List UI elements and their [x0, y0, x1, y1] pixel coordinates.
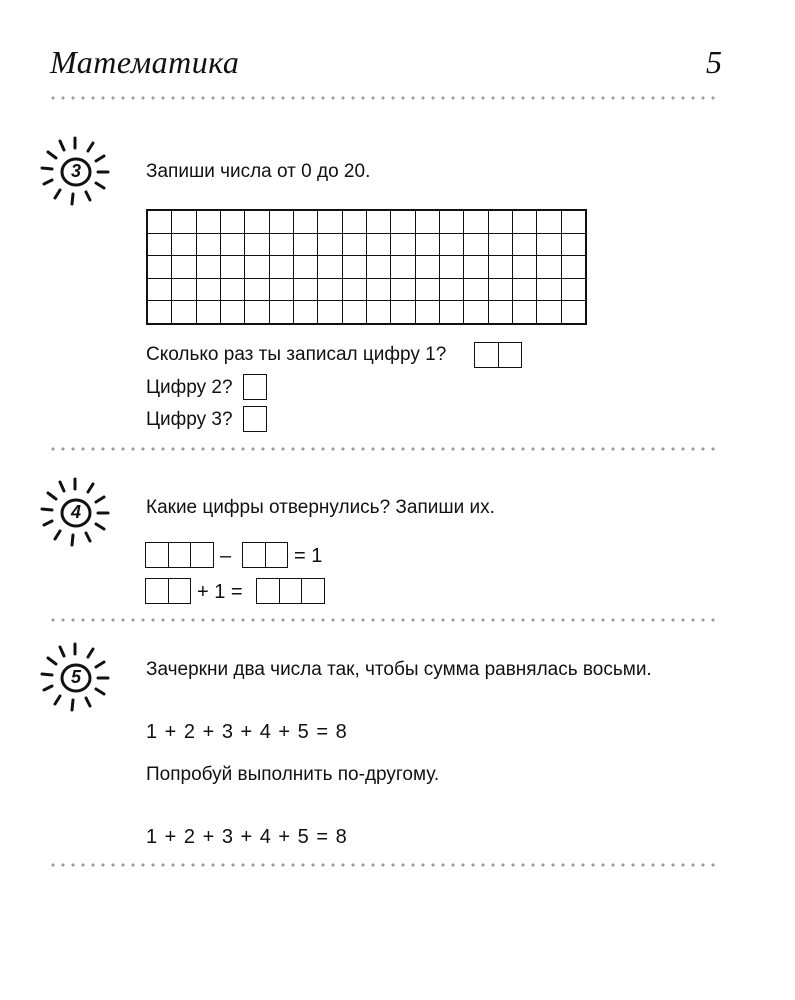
subject-title: Математика — [50, 44, 240, 80]
grid-cell[interactable] — [244, 278, 269, 302]
grid-cell[interactable] — [171, 300, 196, 324]
grid-cell[interactable] — [536, 255, 561, 279]
grid-cell[interactable] — [269, 255, 294, 279]
equation-result: = 1 — [294, 545, 323, 567]
grid-cell[interactable] — [342, 233, 367, 257]
grid-cell[interactable] — [439, 233, 464, 257]
grid-cell[interactable] — [220, 233, 245, 257]
grid-cell[interactable] — [512, 300, 537, 324]
task-4-badge — [38, 475, 112, 554]
grid-cell[interactable] — [196, 255, 221, 279]
grid-cell[interactable] — [390, 300, 415, 324]
grid-cell[interactable] — [536, 233, 561, 257]
grid-cell[interactable] — [366, 300, 391, 324]
grid-cell[interactable] — [342, 255, 367, 279]
grid-cell[interactable] — [244, 210, 269, 234]
hidden-number-box-2-digit[interactable] — [242, 542, 288, 568]
hidden-number-box-3-digit[interactable] — [256, 578, 325, 604]
grid-cell[interactable] — [439, 300, 464, 324]
grid-cell[interactable] — [317, 300, 342, 324]
grid-cell[interactable] — [488, 210, 513, 234]
question-digit-3: Цифру 3? — [146, 409, 233, 430]
grid-cell[interactable] — [512, 210, 537, 234]
answer-box-digit-1[interactable] — [474, 342, 522, 368]
expression-1[interactable]: 1 + 2 + 3 + 4 + 5 = 8 — [146, 721, 347, 743]
task-3-instruction: Запиши числа от 0 до 20. — [146, 161, 371, 182]
dotted-divider — [48, 96, 720, 100]
grid-cell[interactable] — [220, 255, 245, 279]
task-5-instruction: Зачеркни два числа так, чтобы сумма равнялась восьми. — [146, 659, 652, 680]
grid-cell[interactable] — [317, 255, 342, 279]
grid-cell[interactable] — [439, 278, 464, 302]
grid-cell[interactable] — [488, 300, 513, 324]
grid-cell[interactable] — [342, 210, 367, 234]
task-5-badge — [38, 640, 112, 719]
grid-cell[interactable] — [415, 233, 440, 257]
task-4-instruction: Какие цифры отвернулись? Запиши их. — [146, 497, 495, 518]
dotted-divider — [48, 447, 720, 451]
grid-cell[interactable] — [244, 233, 269, 257]
grid-cell[interactable] — [293, 300, 318, 324]
grid-cell[interactable] — [463, 255, 488, 279]
grid-cell[interactable] — [244, 255, 269, 279]
grid-cell[interactable] — [147, 300, 172, 324]
task-3-badge — [38, 134, 112, 213]
grid-cell[interactable] — [536, 300, 561, 324]
question-digit-1: Сколько раз ты записал цифру 1? — [146, 344, 447, 365]
grid-cell[interactable] — [342, 300, 367, 324]
grid-cell[interactable] — [439, 255, 464, 279]
grid-cell[interactable] — [463, 300, 488, 324]
grid-cell[interactable] — [366, 255, 391, 279]
grid-cell[interactable] — [171, 210, 196, 234]
grid-cell[interactable] — [488, 278, 513, 302]
dotted-divider — [48, 863, 720, 867]
grid-cell[interactable] — [171, 255, 196, 279]
grid-cell[interactable] — [317, 210, 342, 234]
grid-cell[interactable] — [463, 233, 488, 257]
grid-cell[interactable] — [536, 278, 561, 302]
grid-cell[interactable] — [196, 300, 221, 324]
grid-cell[interactable] — [488, 255, 513, 279]
grid-cell[interactable] — [147, 255, 172, 279]
grid-cell[interactable] — [196, 278, 221, 302]
grid-cell[interactable] — [390, 278, 415, 302]
hidden-number-box-3-digit[interactable] — [145, 542, 214, 568]
grid-cell[interactable] — [244, 300, 269, 324]
grid-cell[interactable] — [463, 278, 488, 302]
grid-cell[interactable] — [293, 233, 318, 257]
grid-cell[interactable] — [366, 210, 391, 234]
grid-cell[interactable] — [196, 210, 221, 234]
retry-prompt: Попробуй выполнить по-другому. — [146, 764, 440, 785]
grid-cell[interactable] — [220, 210, 245, 234]
grid-cell[interactable] — [415, 300, 440, 324]
grid-cell[interactable] — [390, 233, 415, 257]
grid-cell[interactable] — [269, 210, 294, 234]
grid-cell[interactable] — [390, 255, 415, 279]
grid-cell[interactable] — [317, 233, 342, 257]
expression-2[interactable]: 1 + 2 + 3 + 4 + 5 = 8 — [146, 826, 347, 848]
grid-cell[interactable] — [561, 255, 586, 279]
grid-cell[interactable] — [171, 278, 196, 302]
writing-grid[interactable] — [146, 209, 587, 325]
grid-cell[interactable] — [147, 278, 172, 302]
grid-cell[interactable] — [147, 233, 172, 257]
grid-cell[interactable] — [147, 210, 172, 234]
grid-cell[interactable] — [536, 210, 561, 234]
grid-cell[interactable] — [561, 210, 586, 234]
grid-cell[interactable] — [293, 278, 318, 302]
grid-cell[interactable] — [390, 210, 415, 234]
grid-cell[interactable] — [561, 233, 586, 257]
grid-cell[interactable] — [463, 210, 488, 234]
grid-cell[interactable] — [415, 210, 440, 234]
page-number: 5 — [706, 44, 722, 80]
grid-cell[interactable] — [269, 300, 294, 324]
grid-cell[interactable] — [293, 210, 318, 234]
answer-box-digit-3[interactable] — [243, 406, 267, 432]
grid-cell[interactable] — [415, 278, 440, 302]
grid-cell[interactable] — [269, 278, 294, 302]
grid-cell[interactable] — [561, 300, 586, 324]
grid-cell[interactable] — [439, 210, 464, 234]
task-number: 3 — [70, 161, 81, 181]
grid-cell[interactable] — [415, 255, 440, 279]
grid-cell[interactable] — [269, 233, 294, 257]
grid-cell[interactable] — [488, 233, 513, 257]
grid-cell[interactable] — [293, 255, 318, 279]
grid-cell[interactable] — [561, 278, 586, 302]
grid-cell[interactable] — [512, 233, 537, 257]
hidden-number-box-2-digit[interactable] — [145, 578, 191, 604]
grid-cell[interactable] — [171, 233, 196, 257]
grid-cell[interactable] — [366, 233, 391, 257]
grid-cell[interactable] — [342, 278, 367, 302]
task-number: 5 — [70, 667, 81, 687]
grid-cell[interactable] — [220, 300, 245, 324]
task-number: 4 — [70, 502, 81, 522]
grid-cell[interactable] — [220, 278, 245, 302]
answer-box-digit-2[interactable] — [243, 374, 267, 400]
grid-cell[interactable] — [196, 233, 221, 257]
grid-cell[interactable] — [317, 278, 342, 302]
operator-minus: – — [220, 545, 232, 567]
grid-cell[interactable] — [366, 278, 391, 302]
dotted-divider — [48, 618, 720, 622]
operator-plus-one-equals: + 1 = — [197, 581, 243, 603]
grid-cell[interactable] — [512, 278, 537, 302]
question-digit-2: Цифру 2? — [146, 377, 233, 398]
grid-cell[interactable] — [512, 255, 537, 279]
